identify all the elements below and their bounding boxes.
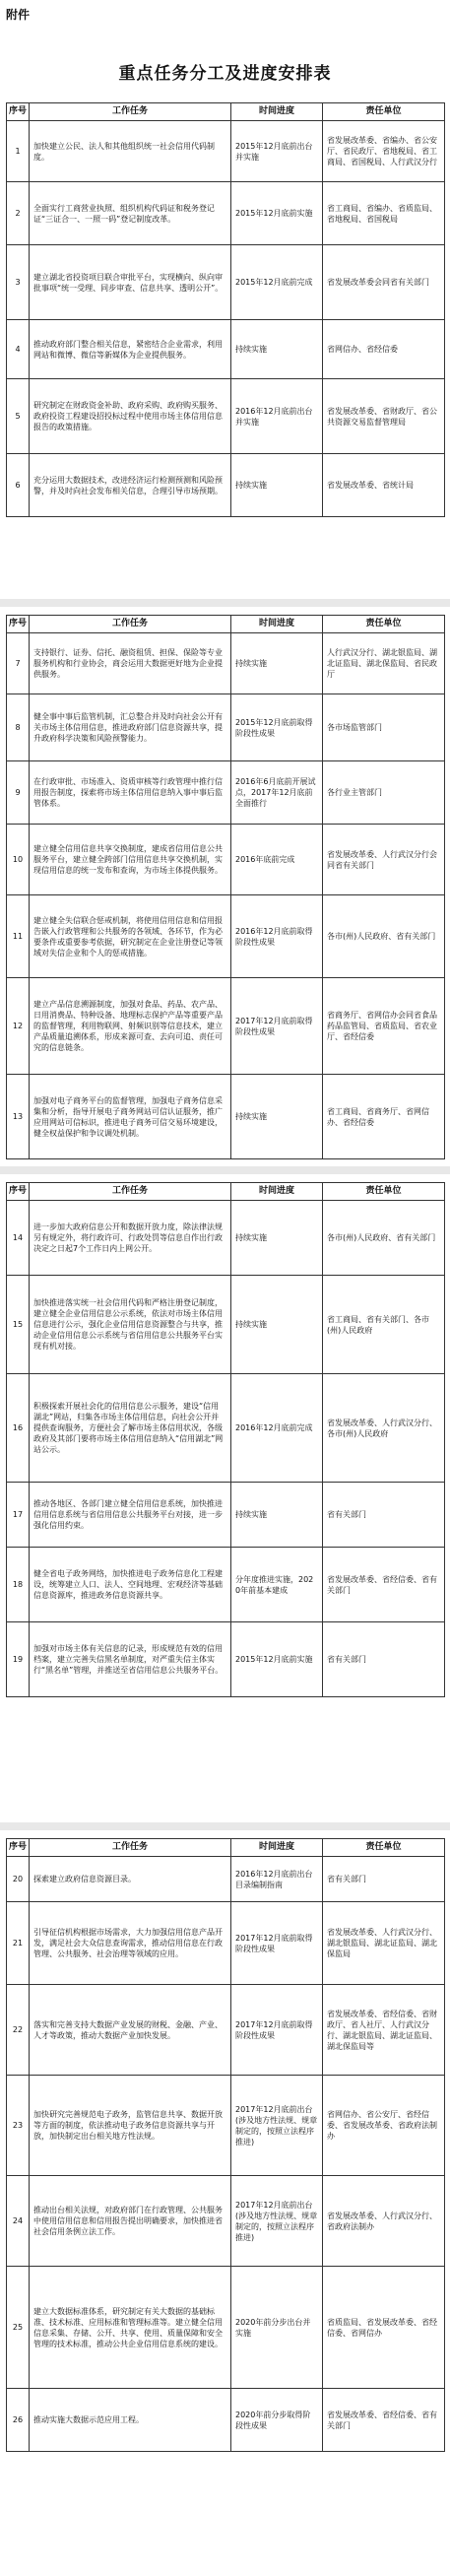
row-no: 14 — [7, 1201, 30, 1276]
table-header — [7, 1839, 445, 1857]
row-task: 加快建立公民、法人和其他组织统一社会信用代码制度。 — [30, 121, 231, 182]
table-row — [7, 895, 445, 978]
row-task: 落实和完善支持大数据产业发展的财税、金融、产业、人才等政策，推动大数据产业加快发展。 — [30, 1985, 231, 2076]
row-task: 加强对电子商务平台的监督管理，加强电子商务信息采集和分析，指导开展电子商务网站可信认证服务，推广应用网站可信标识，推进电子商务可信交易环境建设，健全权益保护和争议调处机制。 — [30, 1075, 231, 1159]
header-no: 序号 — [7, 1183, 30, 1201]
row-task: 健全省电子政务网络，加快推进电子政务信息化工程建设，统筹建立人口、法人、空间地理、宏观经济等基础信息资源库，推进政务信息资源共享。 — [30, 1548, 231, 1622]
page-gap — [0, 1822, 450, 1830]
header-no: 序号 — [7, 103, 30, 121]
table-row — [7, 694, 445, 761]
row-unit: 省发展改革委、人行武汉分行会同省有关部门 — [323, 825, 445, 895]
table-header — [7, 1183, 445, 1201]
row-task: 积极探索开展社会化的信用信息公示服务，建设“信用湖北”网站，归集各市场主体信用信息，向社会公开并提供查询服务，方便社会了解市场主体信用状况，各级政府及其部门要将市场主体信用信息纳入“信用湖北”网站公示。 — [30, 1374, 231, 1483]
row-task: 加快推进落实统一社会信用代码和严格注册登记制度，建立健全企业信用信息公示系统，依法对市场主体信用信息进行公示，强化企业信用信息资源整合与共享，推动企业信用信息公示系统与省信用信息公共服务平台实现有机对接。 — [30, 1276, 231, 1374]
task-table-1 — [6, 102, 445, 517]
header-unit: 责任单位 — [323, 1839, 445, 1857]
row-no: 23 — [7, 2076, 30, 2176]
row-unit: 各行业主管部门 — [323, 761, 445, 825]
row-unit: 各市(州)人民政府、省有关部门 — [323, 895, 445, 978]
table-row — [7, 2267, 445, 2389]
row-unit: 省发展改革委、省经信委、省有关部门 — [323, 1548, 445, 1622]
row-time: 持续实施 — [231, 454, 323, 517]
row-time: 2016年底前完成 — [231, 825, 323, 895]
table-row — [7, 1857, 445, 1902]
row-no: 9 — [7, 761, 30, 825]
table-row — [7, 2076, 445, 2176]
task-table-2 — [6, 615, 445, 1159]
row-unit: 省商务厅、省网信办会同省食品药品监管局、省质监局、省农业厅、省经信委 — [323, 978, 445, 1075]
row-unit: 各市(州)人民政府、省有关部门 — [323, 1201, 445, 1276]
header-unit: 责任单位 — [323, 1183, 445, 1201]
row-task: 探索建立政府信息资源目录。 — [30, 1857, 231, 1902]
row-unit: 省发展改革委、省统计局 — [323, 454, 445, 517]
attachment-label: 附件 — [6, 8, 31, 22]
table-row — [7, 1075, 445, 1159]
row-no: 19 — [7, 1622, 30, 1697]
header-no: 序号 — [7, 1839, 30, 1857]
row-unit: 省发展改革委会同省有关部门 — [323, 245, 445, 320]
header-unit: 责任单位 — [323, 616, 445, 633]
row-time: 2017年12月底前取得阶段性成果 — [231, 978, 323, 1075]
row-unit: 省发展改革委、省经信委、省有关部门 — [323, 2389, 445, 2452]
table-row — [7, 1548, 445, 1622]
row-unit: 省质监局、省发展改革委、省经信委、省网信办 — [323, 2267, 445, 2389]
row-task: 支持银行、证券、信托、融资租赁、担保、保险等专业服务机构和行业协会，商会运用大数据更好地为企业提供服务。 — [30, 633, 231, 694]
task-table-3 — [6, 1182, 445, 1697]
row-unit: 省有关部门 — [323, 1483, 445, 1548]
row-time: 2020年前分步出台并实施 — [231, 2267, 323, 2389]
row-no: 3 — [7, 245, 30, 320]
row-time: 持续实施 — [231, 1201, 323, 1276]
row-time: 分年度推进实施，2020年前基本建成 — [231, 1548, 323, 1622]
row-unit: 省工商局、省有关部门、各市(州)人民政府 — [323, 1276, 445, 1374]
row-no: 5 — [7, 379, 30, 454]
table-row — [7, 1902, 445, 1985]
row-unit: 省工商局、省商务厅、省网信办、省经信委 — [323, 1075, 445, 1159]
header-time: 时间进度 — [231, 616, 323, 633]
row-no: 24 — [7, 2176, 30, 2267]
row-task: 建立产品信息溯源制度，加强对食品、药品、农产品、日用消费品、特种设备、地理标志保护产品等重要产品的监督管理，利用物联网、射频识别等信息技术，建立产品质量追溯体系，形成来源可查、去向可追、责任可究的信息链条。 — [30, 978, 231, 1075]
row-time: 2016年12月底前出台并实施 — [231, 379, 323, 454]
row-task: 建立湖北省投资项目联合审批平台，实现横向、纵向审批事项“统一受理、同步审查、信息共享、透明公开”。 — [30, 245, 231, 320]
row-time: 2017年12月底前出台(涉及地方性法规、规章制定的，按照立法程序推进) — [231, 2076, 323, 2176]
row-time: 持续实施 — [231, 633, 323, 694]
row-unit: 各市场监管部门 — [323, 694, 445, 761]
row-task: 研究制定在财政资金补助、政府采购、政府购买服务、政府投资工程建设招投标过程中使用市场主体信用信息报告的政策措施。 — [30, 379, 231, 454]
row-no: 11 — [7, 895, 30, 978]
row-no: 26 — [7, 2389, 30, 2452]
row-unit: 省发展改革委、省编办、省公安厅、省民政厅、省地税局、省工商局、省国税局、人行武汉分行 — [323, 121, 445, 182]
table-row — [7, 2389, 445, 2452]
table-row — [7, 1201, 445, 1276]
row-no: 4 — [7, 320, 30, 379]
header-no: 序号 — [7, 616, 30, 633]
row-unit: 省网信办、省公安厅、省经信委、省发展改革委、省政府法制办 — [323, 2076, 445, 2176]
page-title: 重点任务分工及进度安排表 — [118, 64, 332, 84]
page-gap — [0, 599, 450, 607]
row-time: 2015年12月底前取得阶段性成果 — [231, 694, 323, 761]
row-unit: 省发展改革委、省财政厅、省公共资源交易监督管理局 — [323, 379, 445, 454]
row-task: 加强对市场主体有关信息的记录，形成规范有效的信用档案，建立完善失信黑名单制度，对严重失信主体实行“黑名单”管理，并推送至省信用信息公共服务平台。 — [30, 1622, 231, 1697]
row-time: 2015年12月底前实施 — [231, 1622, 323, 1697]
row-unit: 省网信办、省经信委 — [323, 320, 445, 379]
header-time: 时间进度 — [231, 103, 323, 121]
row-time: 2015年12月底前完成 — [231, 245, 323, 320]
row-no: 6 — [7, 454, 30, 517]
row-unit: 省发展改革委、省经信委、省财政厅、省人社厅、人行武汉分行、湖北银监局、湖北证监局、湖北保监局等 — [323, 1985, 445, 2076]
table-header — [7, 103, 445, 121]
header-time: 时间进度 — [231, 1183, 323, 1201]
row-no: 7 — [7, 633, 30, 694]
table-row — [7, 978, 445, 1075]
table-row — [7, 245, 445, 320]
row-time: 持续实施 — [231, 1276, 323, 1374]
row-task: 推动出台相关法规，对政府部门在行政管理、公共服务中使用信用信息和信用报告提出明确要求，加快推进省社会信用条例立法工作。 — [30, 2176, 231, 2267]
row-no: 1 — [7, 121, 30, 182]
row-task: 推动各地区、各部门建立健全信用信息系统，加快推进信用信息系统与省信用信息公共服务平台对接，进一步强化信用约束。 — [30, 1483, 231, 1548]
header-unit: 责任单位 — [323, 103, 445, 121]
row-time: 2016年12月底前完成 — [231, 1374, 323, 1483]
row-task: 在行政审批、市场准入、资质审核等行政管理中推行信用报告制度，探索将市场主体信用信息纳入事中事后监管体系。 — [30, 761, 231, 825]
row-unit: 省有关部门 — [323, 1622, 445, 1697]
row-time: 2017年12月底前取得阶段性成果 — [231, 1902, 323, 1985]
table-row — [7, 1483, 445, 1548]
row-task: 建立健全失信联合惩戒机制，将使用信用信息和信用报告嵌入行政管理和公共服务的各领域、各环节，作为必要条件或重要参考依据，研究制定在企业注册登记等领域对失信企业和个人的惩戒措施。 — [30, 895, 231, 978]
table-row — [7, 633, 445, 694]
row-unit: 省有关部门 — [323, 1857, 445, 1902]
row-no: 10 — [7, 825, 30, 895]
row-unit: 人行武汉分行、湖北银监局、湖北证监局、湖北保监局、省民政厅 — [323, 633, 445, 694]
row-time: 持续实施 — [231, 320, 323, 379]
row-task: 全面实行工商营业执照、组织机构代码证和税务登记证“三证合一、一照一码”登记制度改革。 — [30, 182, 231, 245]
row-task: 建立大数据标准体系，研究制定有关大数据的基础标准、技术标准、应用标准和管理标准等。建立健全信用信息采集、存储、公开、共享、使用、质量保障和安全管理的技术标准，推动公共企业信用信息系统的建设。 — [30, 2267, 231, 2389]
header-task: 工作任务 — [30, 103, 231, 121]
row-task: 引导征信机构根据市场需求，大力加强信用信息产品开发，满足社会大众信息查询需求，推动信用信息在行政管理、公共服务、社会治理等领域的应用。 — [30, 1902, 231, 1985]
row-no: 12 — [7, 978, 30, 1075]
row-time: 2016年12月底前出台目录编制指南 — [231, 1857, 323, 1902]
row-time: 2016年12月底前取得阶段性成果 — [231, 895, 323, 978]
row-unit: 省发展改革委、人行武汉分行、各市(州)人民政府 — [323, 1374, 445, 1483]
header-task: 工作任务 — [30, 1839, 231, 1857]
row-time: 2015年12月底前出台并实施 — [231, 121, 323, 182]
table-row — [7, 121, 445, 182]
row-task: 健全事中事后监管机制，汇总整合并及时向社会公开有关市场主体信用信息，推进政府部门信息资源共享，提升政府科学决策和风险预警能力。 — [30, 694, 231, 761]
table-header — [7, 616, 445, 633]
row-no: 15 — [7, 1276, 30, 1374]
row-time: 持续实施 — [231, 1075, 323, 1159]
row-time: 2015年12月底前实施 — [231, 182, 323, 245]
table-row — [7, 1985, 445, 2076]
header-task: 工作任务 — [30, 616, 231, 633]
row-no: 13 — [7, 1075, 30, 1159]
table-row — [7, 825, 445, 895]
row-no: 18 — [7, 1548, 30, 1622]
table-row — [7, 1276, 445, 1374]
row-no: 25 — [7, 2267, 30, 2389]
row-time: 2017年12月底前取得阶段性成果 — [231, 1985, 323, 2076]
task-table-4 — [6, 1838, 445, 2452]
row-task: 推动实施大数据示范应用工程。 — [30, 2389, 231, 2452]
row-no: 16 — [7, 1374, 30, 1483]
table-row — [7, 2176, 445, 2267]
row-time: 2017年12月底前出台(涉及地方性法规、规章制定的，按照立法程序推进) — [231, 2176, 323, 2267]
row-unit: 省发展改革委、人行武汉分行、湖北银监局、湖北证监局、湖北保监局 — [323, 1902, 445, 1985]
header-time: 时间进度 — [231, 1839, 323, 1857]
row-no: 21 — [7, 1902, 30, 1985]
table-row — [7, 1374, 445, 1483]
row-task: 充分运用大数据技术，改进经济运行检测预测和风险预警，并及时向社会发布相关信息，合理引导市场预期。 — [30, 454, 231, 517]
row-no: 20 — [7, 1857, 30, 1902]
table-row — [7, 454, 445, 517]
row-no: 8 — [7, 694, 30, 761]
row-unit: 省工商局、省编办、省质监局、省地税局、省国税局 — [323, 182, 445, 245]
header-task: 工作任务 — [30, 1183, 231, 1201]
row-task: 推动政府部门整合相关信息，紧密结合企业需求，利用网站和微博、微信等新媒体为企业提供服务。 — [30, 320, 231, 379]
row-time: 2020年前分步取得阶段性成果 — [231, 2389, 323, 2452]
table-row — [7, 1622, 445, 1697]
row-no: 2 — [7, 182, 30, 245]
row-unit: 省发展改革委、人行武汉分行、省政府法制办 — [323, 2176, 445, 2267]
table-row — [7, 761, 445, 825]
row-time: 持续实施 — [231, 1483, 323, 1548]
row-no: 22 — [7, 1985, 30, 2076]
page-gap — [0, 1166, 450, 1174]
table-row — [7, 320, 445, 379]
row-task: 进一步加大政府信息公开和数据开放力度，除法律法规另有规定外，将行政许可、行政处罚等信息自作出行政决定之日起7个工作日内上网公开。 — [30, 1201, 231, 1276]
row-no: 17 — [7, 1483, 30, 1548]
row-task: 加快研究完善规范电子政务，监管信息共享、数据开放等方面的制度，依法推动电子政务信息资源共享与开放，加快制定出台相关地方性法规。 — [30, 2076, 231, 2176]
row-time: 2016年6月底前开展试点，2017年12月底前全面推行 — [231, 761, 323, 825]
table-row — [7, 379, 445, 454]
row-task: 建立健全信用信息共享交换制度，建成省信用信息公共服务平台，建立健全跨部门信用信息共享交换机制，实现信用信息的统一发布和查询，为市场主体提供服务。 — [30, 825, 231, 895]
table-row — [7, 182, 445, 245]
